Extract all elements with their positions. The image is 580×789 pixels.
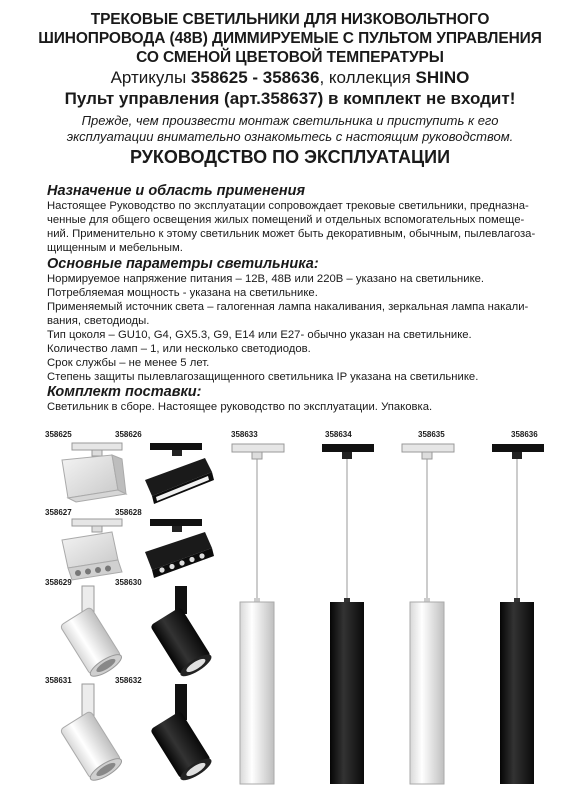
white-pendant-358635 <box>402 444 454 784</box>
product-code: 358627 <box>45 508 72 517</box>
articles-range: 358625 - 358636 <box>190 68 320 87</box>
intro-line: Прежде, чем произвести монтаж светильника и приступить к его <box>81 113 499 128</box>
section-title-kit: Комплект поставки: <box>47 384 202 400</box>
section-body-kit <box>47 400 432 414</box>
product-code: 358633 <box>231 430 258 439</box>
black-pendant-358636 <box>492 444 544 784</box>
section-title-purpose: Назначение и область применения <box>47 183 305 199</box>
body-line: Тип цоколя – GU10, G4, GX5.3, G9, E14 или E27- обычно указан на светильнике. <box>47 329 472 341</box>
body-line: Степень защиты пылевлагозащищенного светильника IP указана на светильнике. <box>47 371 479 383</box>
intro-note <box>0 113 580 145</box>
body-line: Нормируемое напряжение питания – 12В, 48В или 220В – указано на светильнике. <box>47 273 485 285</box>
white-pendant-358633 <box>232 444 284 784</box>
white-spot-358629 <box>60 586 124 680</box>
product-code: 358634 <box>325 430 352 439</box>
black-pendant-358634 <box>322 444 374 784</box>
title-line: СО СМЕНОЙ ЦВЕТОВОЙ ТЕМПЕРАТУРЫ <box>136 49 444 66</box>
body-line: Светильник в сборе. Настоящее руководство по эксплуатации. Упаковка. <box>47 401 433 413</box>
body-line: Количество ламп – 1, или несколько светодиодов. <box>47 343 311 355</box>
black-spot-358630 <box>150 586 214 680</box>
intro-line: эксплуатации внимательно ознакомьтесь с настоящим руководством. <box>66 129 514 144</box>
body-line: ченные для общего освещения жилых помещений и отдельных вспомогательных помеще- <box>47 214 525 226</box>
body-line: ний. Применительно к этому светильник может быть декоративным, обычным, пылевлагоза- <box>47 228 536 240</box>
black-spot-bar-358628 <box>145 519 214 578</box>
body-line: щищенным и мебельным. <box>47 242 183 254</box>
white-flat-panel-358625 <box>62 443 126 502</box>
collection-name: SHINO <box>415 68 470 87</box>
collection-prefix: , коллекция <box>319 68 416 87</box>
black-flat-panel-358626 <box>145 443 214 504</box>
section-title-params: Основные параметры светильника: <box>47 256 319 272</box>
section-body-params <box>47 272 528 384</box>
white-spot-358631 <box>60 684 124 784</box>
section-body-purpose <box>47 199 535 255</box>
guide-title: РУКОВОДСТВО ПО ЭКСПЛУАТАЦИИ <box>129 147 451 167</box>
product-code: 358630 <box>115 578 142 587</box>
articles-prefix: Артикулы <box>110 68 191 87</box>
white-spot-bar-358627 <box>62 519 122 580</box>
document-title <box>0 10 580 67</box>
body-line: вания, светодиоды. <box>47 315 150 327</box>
product-code: 358629 <box>45 578 72 587</box>
product-code: 358625 <box>45 430 72 439</box>
product-code: 358636 <box>511 430 538 439</box>
title-line: ШИНОПРОВОДА (48В) ДИММИРУЕМЫЕ С ПУЛЬТОМ УПРАВЛЕНИЯ <box>38 30 542 47</box>
product-code: 358635 <box>418 430 445 439</box>
product-code: 358628 <box>115 508 142 517</box>
body-line: Потребляемая мощность - указана на светильнике. <box>47 287 318 299</box>
body-line: Применяемый источник света – галогенная лампа накаливания, зеркальная лампа накали- <box>47 301 529 313</box>
product-code: 358626 <box>115 430 142 439</box>
title-line: ТРЕКОВЫЕ СВЕТИЛЬНИКИ ДЛЯ НИЗКОВОЛЬТНОГО <box>90 11 490 28</box>
body-line: Срок службы – не менее 5 лет. <box>47 357 210 369</box>
articles-line <box>0 68 580 88</box>
product-code: 358632 <box>115 676 142 685</box>
black-spot-358632 <box>150 684 214 784</box>
body-line: Настоящее Руководство по эксплуатации сопровождает трековые светильники, предназна- <box>47 200 529 212</box>
remote-note: Пульт управления (арт.358637) в комплект не входит! <box>64 89 516 108</box>
product-illustrations <box>0 420 580 789</box>
product-code: 358631 <box>45 676 72 685</box>
